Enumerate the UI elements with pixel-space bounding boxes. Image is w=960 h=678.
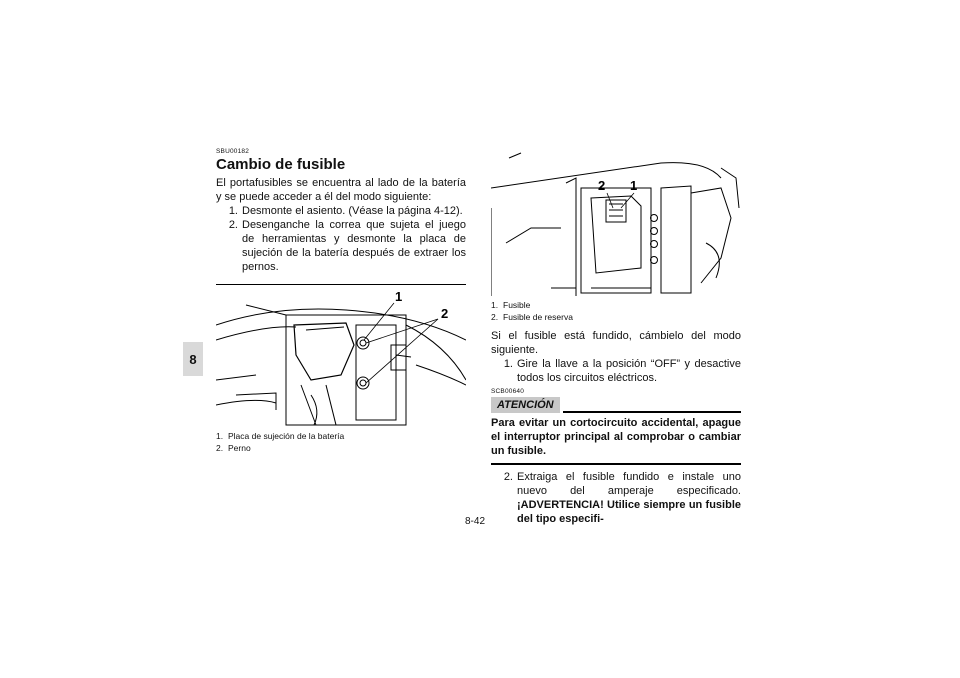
step-number: 1.	[503, 358, 513, 370]
caption-number: 1.	[216, 431, 224, 441]
caption-item	[491, 311, 741, 323]
step-warning: ¡ADVERTENCIA! Utilice siempre un fusible del tipo especifi-	[517, 499, 741, 525]
right-column	[491, 148, 741, 526]
caption-text: Placa de sujeción de la batería	[228, 431, 345, 441]
intro-paragraph: El portafusibles se encuentra al lado de la batería y se puede acceder a él del modo siguiente:	[216, 177, 466, 203]
caption-text: Fusible de reserva	[503, 312, 573, 322]
step-number: 2.	[503, 471, 513, 483]
page-number: 8-42	[465, 516, 486, 527]
figure-captions	[491, 299, 741, 323]
battery-plate-illustration	[216, 285, 466, 427]
caption-number: 2.	[216, 443, 224, 453]
step-text: Desmonte el asiento. (Véase la página 4-12).	[242, 205, 463, 217]
caution-label: ATENCIÓN	[491, 397, 560, 413]
caption-item	[491, 299, 741, 311]
caution-code: SCB00640	[491, 388, 525, 395]
caption-item	[216, 442, 466, 454]
steps-list	[216, 204, 466, 274]
step-text: Gire la llave a la posición “OFF” y desactive todos los circuitos eléctricos.	[517, 358, 741, 384]
section-title: Cambio de fusible	[216, 156, 346, 173]
step-item	[491, 470, 741, 526]
fuse-figure	[491, 148, 741, 296]
step-text: Desenganche la correa que sujeta el juego de herramientas y desmonte la placa de sujeción de la batería después de extraer los pernos.	[242, 219, 466, 273]
section-code: SBU00182	[216, 148, 250, 155]
caption-text: Fusible	[503, 300, 531, 310]
figure-callout-1: 1	[630, 178, 638, 193]
fuse-box-illustration	[491, 148, 741, 296]
caption-number: 1.	[491, 300, 499, 310]
step-item	[216, 204, 466, 218]
figure-captions	[216, 430, 466, 454]
caption-item	[216, 430, 466, 442]
caption-text: Perno	[228, 443, 251, 453]
step-number: 1.	[228, 205, 238, 217]
step-item	[491, 357, 741, 385]
step-text-body: Extraiga el fusible fundido e instale uno nuevo del amperaje especificado.	[517, 471, 741, 497]
figure-callout-2: 2	[441, 306, 449, 321]
figure-callout-2: 2	[598, 178, 606, 193]
left-column	[216, 148, 466, 454]
step-number: 2.	[228, 219, 238, 231]
step-item	[216, 218, 466, 274]
replace-paragraph: Si el fusible está fundido, cámbielo del modo siguiente.	[491, 330, 741, 356]
figure-callout-1: 1	[395, 289, 403, 304]
caution-rule	[563, 410, 741, 413]
caution-text: Para evitar un cortocircuito accidental, apague el interruptor principal al comprobar o cambiar un fusible.	[491, 417, 741, 457]
caption-number: 2.	[491, 312, 499, 322]
caution-end-rule	[491, 463, 741, 465]
battery-plate-figure	[216, 284, 466, 427]
step-text	[517, 470, 741, 526]
caution-header	[491, 397, 741, 413]
chapter-tab: 8	[183, 342, 203, 376]
